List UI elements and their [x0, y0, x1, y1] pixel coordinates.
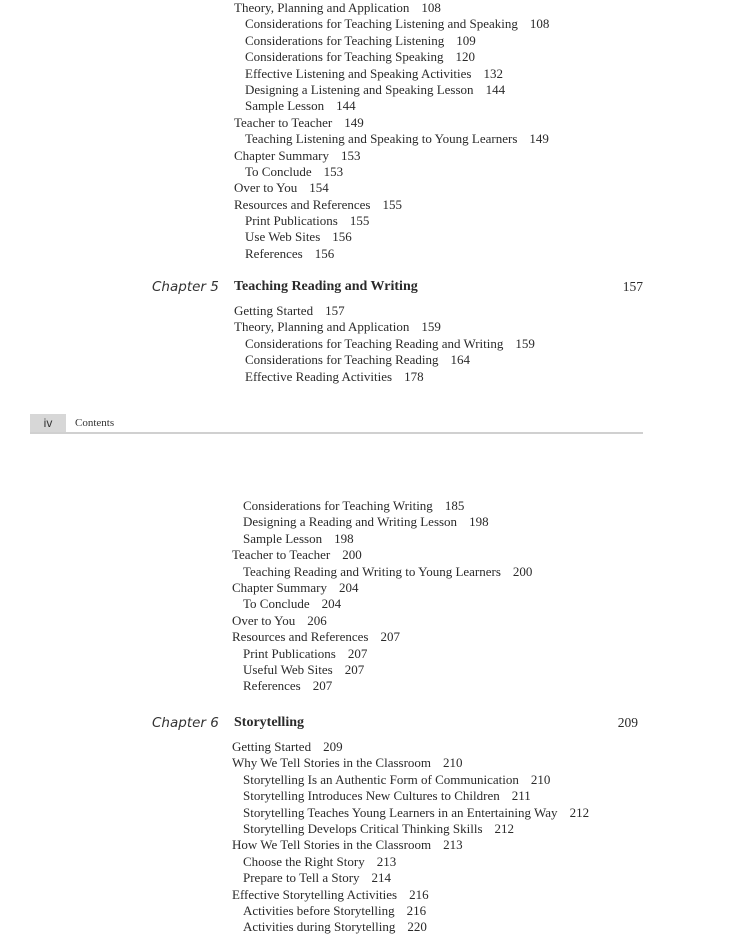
toc-entry-title: Effective Listening and Speaking Activities	[245, 65, 472, 81]
toc-entry[interactable]	[234, 82, 549, 98]
toc-entry-page: 216	[409, 886, 429, 902]
toc-entry-page: 209	[323, 739, 343, 754]
toc-entry[interactable]	[234, 33, 549, 49]
footer-divider	[30, 432, 643, 434]
toc-entry-title: Chapter Summary	[234, 147, 329, 163]
toc-entry[interactable]	[232, 805, 589, 821]
toc-entry-title: References	[245, 245, 303, 261]
toc-entry-title: Print Publications	[245, 213, 338, 229]
toc-entry-title: Theory, Planning and Application	[234, 319, 410, 335]
toc-entry[interactable]	[232, 739, 589, 755]
toc-entry-page: 220	[407, 919, 427, 935]
toc-list-chapter-5	[234, 303, 535, 385]
toc-entry-title: Getting Started	[234, 303, 314, 318]
toc-entry-title: Over to You	[232, 612, 296, 628]
toc-entry[interactable]	[234, 148, 549, 164]
toc-entry-title: Teaching Listening and Speaking to Young Learners	[245, 131, 518, 147]
toc-entry[interactable]	[232, 772, 589, 788]
toc-entry-title: Resources and References	[234, 196, 371, 212]
toc-entry[interactable]	[232, 629, 532, 645]
footer-running-head: Contents	[75, 417, 115, 429]
toc-entry-title: Print Publications	[243, 645, 336, 661]
toc-entry-title: Teaching Reading and Writing to Young Learners	[243, 563, 501, 579]
toc-entry-title: Sample Lesson	[245, 98, 325, 114]
toc-entry-page: 120	[455, 49, 476, 65]
toc-entry-page: 109	[456, 32, 476, 48]
toc-entry[interactable]	[232, 613, 532, 629]
toc-entry-page: 198	[334, 530, 354, 546]
toc-entry-title: Designing a Reading and Writing Lesson	[243, 514, 458, 530]
toc-entry-page: 200	[512, 563, 533, 579]
footer-page-number: iv	[30, 414, 66, 433]
chapter-label: Chapter 5	[152, 279, 219, 295]
toc-entry-page: 204	[321, 596, 342, 612]
toc-entry[interactable]	[234, 131, 549, 147]
toc-entry[interactable]	[232, 788, 589, 804]
toc-entry-page: 159	[515, 335, 535, 351]
toc-entry-page: 156	[332, 229, 352, 245]
toc-entry[interactable]	[234, 369, 535, 385]
toc-entry-page: 132	[483, 65, 503, 81]
toc-entry-page: 207	[312, 678, 333, 694]
toc-entry[interactable]	[232, 531, 532, 547]
toc-entry[interactable]	[232, 564, 532, 580]
toc-entry-page: 216	[406, 902, 427, 918]
toc-entry-page: 207	[347, 645, 368, 661]
toc-entry[interactable]	[232, 919, 589, 935]
toc-entry-title: Effective Storytelling Activities	[232, 886, 398, 902]
toc-entry-title: Activities before Storytelling	[243, 902, 395, 918]
toc-entry-page: 178	[404, 368, 424, 384]
toc-entry[interactable]	[234, 319, 535, 335]
chapter-page: 209	[617, 715, 638, 730]
toc-entry-page: 198	[469, 514, 489, 530]
toc-entry-page: 149	[529, 131, 549, 147]
toc-entry[interactable]	[234, 246, 549, 262]
toc-entry-title: Teacher to Teacher	[234, 114, 333, 130]
chapter-title: Teaching Reading and Writing	[234, 279, 418, 294]
toc-entry-page: 154	[309, 180, 329, 196]
toc-entry[interactable]	[232, 580, 532, 596]
chapter-title: Storytelling	[234, 715, 304, 730]
toc-entry-page: 108	[529, 16, 550, 32]
toc-entry[interactable]	[232, 903, 589, 919]
chapter-5-heading[interactable]	[152, 277, 643, 297]
toc-entry[interactable]	[232, 514, 532, 530]
toc-entry-title: Storytelling Teaches Young Learners in an Entertaining Way	[243, 804, 558, 820]
chapter-label: Chapter 6	[152, 715, 219, 731]
toc-entry-page: 108	[421, 0, 441, 15]
toc-entry[interactable]	[232, 821, 589, 837]
toc-entry-page: 155	[349, 213, 370, 229]
toc-entry-title: Useful Web Sites	[243, 661, 333, 677]
toc-entry-title: To Conclude	[245, 163, 312, 179]
toc-entry[interactable]	[232, 498, 532, 514]
toc-entry-title: Teacher to Teacher	[232, 547, 331, 563]
toc-entry-title: Considerations for Teaching Reading and Writing	[245, 335, 504, 351]
toc-entry-page: 213	[443, 837, 463, 853]
toc-entry-title: Getting Started	[232, 739, 312, 754]
toc-entry[interactable]	[232, 887, 589, 903]
toc-entry[interactable]	[232, 547, 532, 563]
toc-entry-title: Storytelling Is an Authentic Form of Communication	[243, 771, 519, 787]
chapter-page: 157	[622, 279, 643, 294]
toc-entry[interactable]	[232, 678, 532, 694]
toc-entry-page: 212	[494, 820, 515, 836]
toc-list-chapter-6	[232, 739, 589, 936]
toc-entry-page: 213	[376, 853, 397, 869]
toc-entry-title: How We Tell Stories in the Classroom	[232, 837, 432, 853]
toc-entry[interactable]	[232, 646, 532, 662]
toc-entry-page: 144	[336, 98, 356, 114]
toc-entry[interactable]	[232, 596, 532, 612]
toc-entry[interactable]	[234, 197, 549, 213]
toc-entry-title: Prepare to Tell a Story	[243, 870, 360, 886]
toc-list-continued	[232, 498, 532, 695]
toc-entry[interactable]	[232, 755, 589, 771]
chapter-6-heading[interactable]	[152, 713, 638, 733]
toc-entry-page: 185	[444, 498, 465, 513]
toc-entry-page: 212	[569, 804, 590, 820]
toc-entry-page: 144	[485, 81, 506, 97]
toc-entry-title: Choose the Right Story	[243, 853, 365, 869]
toc-entry-page: 156	[314, 245, 335, 261]
toc-entry-page: 214	[371, 870, 392, 886]
toc-entry-title: Over to You	[234, 180, 298, 196]
toc-entry-title: Use Web Sites	[245, 229, 321, 245]
toc-entry-page: 155	[382, 196, 402, 212]
toc-entry-title: Activities during Storytelling	[243, 919, 396, 935]
toc-entry-title: Theory, Planning and Application	[234, 0, 410, 15]
toc-entry-title: Chapter Summary	[232, 579, 327, 595]
toc-entry-page: 149	[344, 114, 364, 130]
toc-entry-title: Sample Lesson	[243, 530, 323, 546]
toc-entry[interactable]	[234, 49, 549, 65]
toc-entry-title: Considerations for Teaching Speaking	[245, 49, 444, 65]
toc-list-top	[234, 0, 549, 262]
toc-entry[interactable]	[232, 662, 532, 678]
toc-entry-page: 207	[344, 661, 365, 677]
toc-entry-page: 164	[450, 352, 470, 368]
toc-entry-page: 210	[443, 755, 463, 771]
toc-entry-page: 153	[340, 147, 361, 163]
toc-entry[interactable]	[234, 352, 535, 368]
toc-entry-title: Designing a Listening and Speaking Lesson	[245, 81, 474, 97]
toc-entry[interactable]	[232, 837, 589, 853]
toc-entry[interactable]	[234, 180, 549, 196]
toc-entry-page: 204	[338, 579, 359, 595]
toc-entry-title: Considerations for Teaching Reading	[245, 352, 439, 368]
toc-entry-page: 211	[511, 788, 531, 804]
toc-entry-title: Storytelling Develops Critical Thinking Skills	[243, 820, 483, 836]
toc-entry[interactable]	[234, 98, 549, 114]
toc-entry-title: References	[243, 678, 301, 694]
toc-entry-title: Why We Tell Stories in the Classroom	[232, 755, 432, 771]
toc-entry-page: 210	[530, 771, 551, 787]
toc-entry-page: 157	[325, 303, 345, 318]
toc-entry[interactable]	[234, 0, 549, 16]
toc-entry[interactable]	[232, 854, 589, 870]
toc-entry-title: Effective Reading Activities	[245, 368, 393, 384]
toc-entry-title: To Conclude	[243, 596, 310, 612]
toc-entry[interactable]	[234, 336, 535, 352]
toc-entry-page: 206	[307, 612, 327, 628]
toc-entry[interactable]	[234, 16, 549, 32]
toc-entry[interactable]	[234, 115, 549, 131]
toc-entry[interactable]	[234, 303, 535, 319]
toc-entry[interactable]	[234, 213, 549, 229]
toc-entry-page: 200	[342, 547, 362, 563]
toc-entry[interactable]	[234, 229, 549, 245]
toc-entry-title: Resources and References	[232, 629, 369, 645]
toc-entry-page: 207	[380, 629, 400, 645]
toc-entry-page: 153	[323, 163, 344, 179]
toc-entry[interactable]	[234, 66, 549, 82]
toc-entry-page: 159	[421, 319, 441, 335]
toc-entry-title: Considerations for Teaching Listening	[245, 32, 445, 48]
toc-entry-title: Storytelling Introduces New Cultures to Children	[243, 788, 500, 804]
toc-entry[interactable]	[234, 164, 549, 180]
toc-entry-title: Considerations for Teaching Writing	[243, 498, 433, 513]
toc-entry-title: Considerations for Teaching Listening and Speaking	[245, 16, 518, 32]
toc-entry[interactable]	[232, 870, 589, 886]
